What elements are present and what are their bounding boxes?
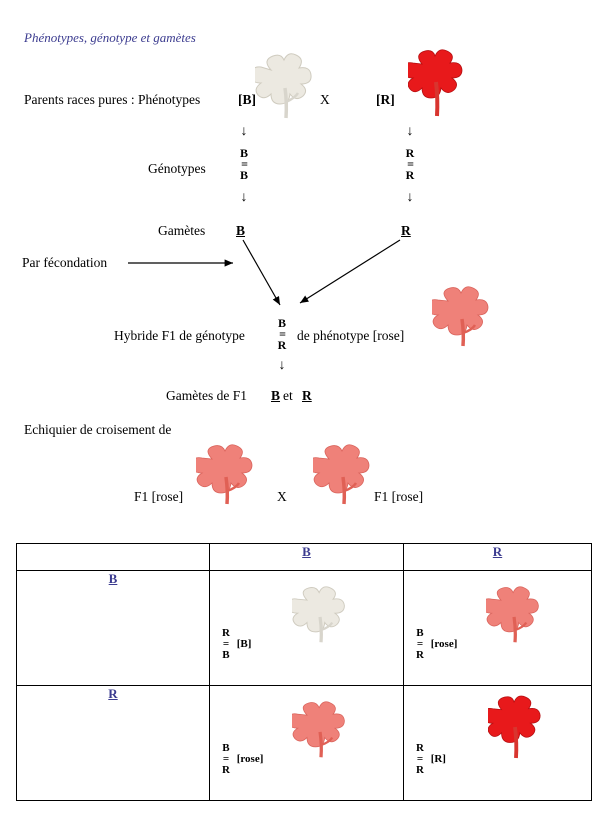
echiquier-label: Echiquier de croisement de <box>24 422 172 437</box>
parent-left-phenotype: [B] <box>238 92 256 107</box>
f1-right-label: F1 [rose] <box>374 489 424 504</box>
parent-left-genotype <box>234 148 254 181</box>
f1-gamete-join: et <box>283 388 293 403</box>
pink-flower <box>292 698 350 764</box>
genotype-allele-top: B <box>222 742 230 754</box>
pink-flower <box>486 583 544 649</box>
hybrid-genotype <box>272 318 292 351</box>
page-title: Phénotypes, génotype et gamètes <box>24 30 196 45</box>
f1-gamete-right: R <box>302 388 312 403</box>
cell-genotype <box>222 743 263 776</box>
genotype-allele-bottom: R <box>416 649 424 662</box>
table-header-row <box>17 544 592 571</box>
genotype-allele-top: R <box>416 742 424 754</box>
cross-symbol: X <box>320 92 330 107</box>
cell-phenotype: [rose] <box>236 753 264 765</box>
white-flower <box>255 52 317 120</box>
arrow-down-icon: ↓ <box>406 124 414 139</box>
column-header-r: R <box>404 544 592 571</box>
cell-genotype <box>416 628 457 661</box>
pink-flower <box>196 443 258 509</box>
genotype-allele-bottom: B <box>239 168 248 182</box>
cell-genotype <box>416 743 446 776</box>
genotype-allele-bottom: R <box>277 338 287 352</box>
parent-right-phenotype: [R] <box>376 92 395 107</box>
gametes-label: Gamètes <box>158 223 206 238</box>
f1-cross-symbol: X <box>277 489 287 504</box>
genotype-allele-bottom: R <box>222 764 230 776</box>
genotype-allele-bottom: R <box>405 168 415 182</box>
genotype-bar: = <box>279 327 285 341</box>
cell-phenotype: [B] <box>236 638 252 651</box>
genotype-allele-top: B <box>239 146 248 160</box>
parents-label: Parents races pures : Phénotypes <box>24 92 201 107</box>
table-row <box>17 686 592 801</box>
f1-gametes-label: Gamètes de F1 <box>166 388 247 403</box>
white-flower <box>292 583 350 649</box>
genotype-bar: = <box>407 157 413 171</box>
genotype-allele-bottom: B <box>222 649 230 662</box>
arrow-down-icon: ↓ <box>278 358 286 373</box>
cell-b-r <box>404 571 592 686</box>
table-row <box>17 571 592 686</box>
cell-r-b <box>210 686 404 801</box>
pink-flower <box>432 285 494 351</box>
genotype-allele-top: B <box>277 316 286 330</box>
genotype-bar: = <box>241 157 247 171</box>
pink-flower <box>313 443 375 509</box>
cell-genotype <box>222 628 251 661</box>
row-header-r: R <box>17 686 210 801</box>
hybrid-phenotype-label: de phénotype [rose] <box>297 328 405 343</box>
parent-right-genotype <box>400 148 420 181</box>
genotype-bar: = <box>222 753 230 765</box>
red-flower <box>488 694 544 764</box>
genotypes-label: Génotypes <box>148 161 206 176</box>
hybrid-label: Hybride F1 de génotype <box>114 328 245 343</box>
gamete-left: B <box>236 223 246 238</box>
cell-phenotype: [R] <box>430 753 446 765</box>
arrow-down-icon: ↓ <box>240 124 248 139</box>
genotype-allele-top: B <box>416 627 424 640</box>
genotype-allele-top: R <box>222 627 230 640</box>
f1-left-label: F1 [rose] <box>134 489 184 504</box>
punnett-square <box>16 543 592 801</box>
genotype-bar: = <box>416 638 424 651</box>
fecondation-label: Par fécondation <box>22 255 108 270</box>
f1-gamete-left: B <box>271 388 281 403</box>
column-header-b: B <box>210 544 404 571</box>
genotype-bar: = <box>222 638 230 651</box>
cell-r-r <box>404 686 592 801</box>
cell-phenotype: [rose] <box>430 638 458 651</box>
cell-b-b <box>210 571 404 686</box>
corner-cell <box>17 544 210 571</box>
red-flower <box>408 48 466 120</box>
genotype-allele-top: R <box>405 146 415 160</box>
genotype-bar: = <box>416 753 424 765</box>
arrow-down-icon: ↓ <box>240 190 248 205</box>
arrow-down-icon: ↓ <box>406 190 414 205</box>
genotype-allele-bottom: R <box>416 764 424 776</box>
row-header-b: B <box>17 571 210 686</box>
gamete-right: R <box>401 223 411 238</box>
